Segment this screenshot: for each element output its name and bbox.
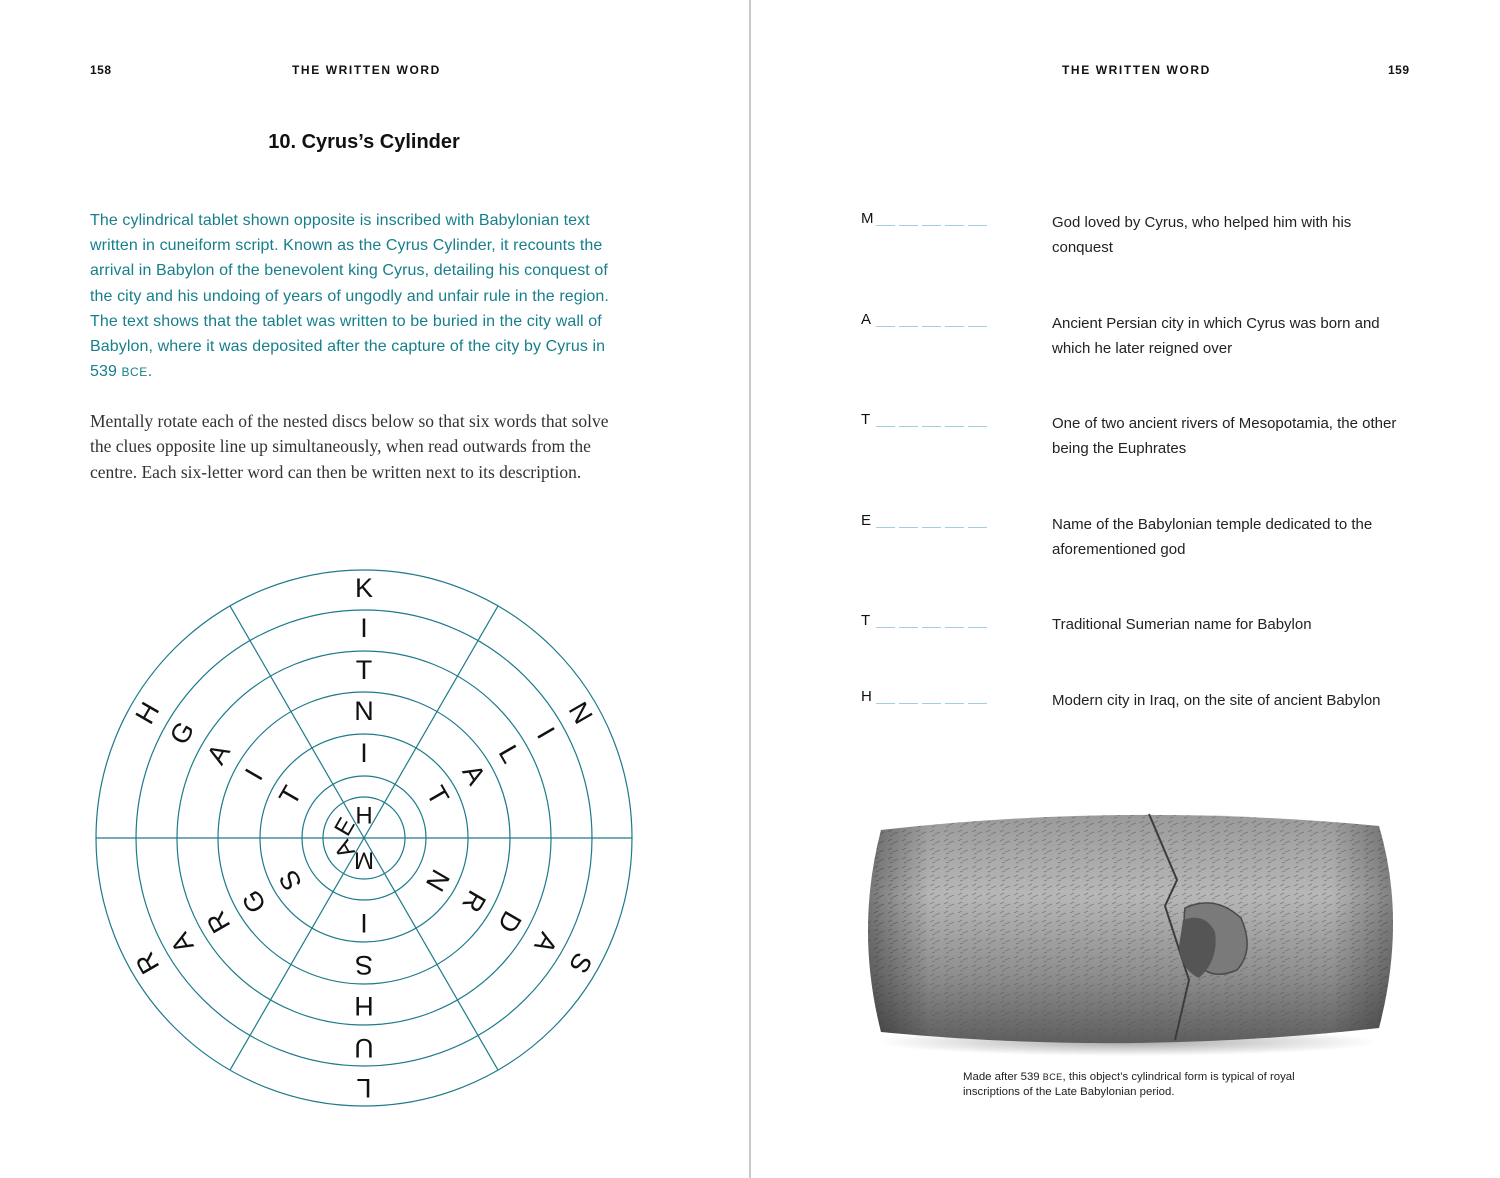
disc-letter: A (164, 927, 200, 959)
clue-text: One of two ancient rivers of Mesopotamia, the other being the Euphrates (1052, 415, 1397, 458)
disc-letter: A (329, 835, 361, 863)
disc-letter: S (354, 950, 374, 980)
photo-caption (963, 1070, 1303, 1100)
right-page (751, 0, 1500, 1178)
disc-letter: T (420, 780, 455, 811)
cyrus-cylinder-photo (859, 810, 1395, 1060)
clue-row (861, 311, 1461, 371)
disc-letter: E (329, 813, 361, 841)
disc-letter: H (355, 802, 373, 830)
caption-before: Made after 539 (963, 1071, 1040, 1083)
clue-text: God loved by Cyrus, who helped him with his conquest (1052, 214, 1352, 257)
disc-letter: R (200, 906, 237, 938)
disc-letter: I (239, 763, 269, 786)
clue-initial: T (861, 411, 871, 428)
clue-initial: M (861, 210, 874, 227)
caption-era: BCE (1042, 1072, 1063, 1082)
disc-letter: I (360, 613, 368, 643)
disc-puzzle (0, 0, 749, 1178)
disc-letter: S (272, 865, 308, 896)
clue-text: Name of the Babylonian temple dedicated to the aforementioned god (1052, 516, 1373, 559)
disc-letter: L (356, 1073, 372, 1103)
disc-letter: S (563, 947, 599, 979)
clue-initial: E (861, 512, 872, 529)
disc-letter: G (163, 716, 201, 750)
running-head: THE WRITTEN WORD (292, 63, 441, 77)
clue-initial: T (861, 612, 871, 629)
running-head: THE WRITTEN WORD (1062, 63, 1211, 77)
disc-letter: T (355, 655, 373, 685)
disc-letter: K (354, 573, 374, 603)
disc-letter: N (419, 864, 456, 897)
disc-letter: A (528, 927, 564, 959)
disc-letter: R (129, 947, 166, 979)
disc-letter: U (354, 1033, 374, 1063)
disc-letter: L (492, 739, 527, 769)
disc-letter: A (456, 759, 492, 790)
instructions: Mentally rotate each of the nested discs below so that six words that solve the clues opposite line up simultaneously, when read outwards from the centre. Each six-letter word can then be written next to its description. (90, 411, 609, 482)
disc-letter: H (129, 697, 166, 729)
puzzle-title: 10. Cyrus’s Cylinder (268, 131, 460, 153)
clue-text: Traditional Sumerian name for Babylon (1052, 616, 1312, 633)
answer-blanks[interactable] (876, 310, 987, 327)
answer-blanks[interactable] (876, 209, 987, 226)
clue-row (861, 411, 1461, 471)
answer-blanks[interactable] (876, 687, 987, 704)
disc-letter: I (360, 738, 368, 768)
clue-row (861, 210, 1461, 270)
clue-row (861, 612, 1461, 672)
left-page (0, 0, 749, 1178)
disc-letter: N (562, 697, 599, 729)
disc-letter: N (354, 696, 374, 726)
clue-row (861, 512, 1461, 572)
page-number: 159 (1388, 63, 1410, 77)
clue-initial: A (861, 311, 872, 328)
page-number: 158 (90, 63, 112, 77)
clue-text: Ancient Persian city in which Cyrus was born and which he later reigned over (1052, 315, 1380, 358)
answer-blanks[interactable] (876, 410, 987, 427)
disc-letter: I (360, 908, 368, 938)
disc-letter: H (354, 991, 374, 1021)
disc-letter: A (201, 738, 237, 770)
era-label: BCE (121, 365, 148, 380)
caption-after: , this object’s cylindrical form is typical of royal inscriptions of the Late Babylonian period. (963, 1071, 1295, 1098)
disc-letter: G (235, 884, 273, 919)
clue-text: Modern city in Iraq, on the site of ancient Babylon (1052, 692, 1381, 709)
intro-text: The cylindrical tablet shown opposite is inscribed with Babylonian text written in cuneiform script. Known as the Cyrus Cylinder, it recounts the arrival in Babylon of the benevolent king Cyrus, detailing his conquest of the city and his undoing of years of ungodly and unfair rule in the region. The text shows that the tablet was written to be buried in the city wall of Babylon, where it was deposited after the capture of the city by Cyrus in 539 (90, 212, 609, 381)
disc-letter: R (456, 885, 492, 918)
disc-letter: M (354, 846, 374, 874)
clue-initial: H (861, 688, 872, 705)
disc-lines (96, 570, 632, 1106)
disc-letter: T (273, 780, 308, 811)
answer-blanks[interactable] (876, 511, 987, 528)
clue-row (861, 688, 1461, 748)
disc-letter: I (530, 722, 561, 744)
disc-letter: D (491, 906, 528, 938)
answer-blanks[interactable] (876, 611, 987, 628)
intro-end: . (147, 363, 153, 381)
